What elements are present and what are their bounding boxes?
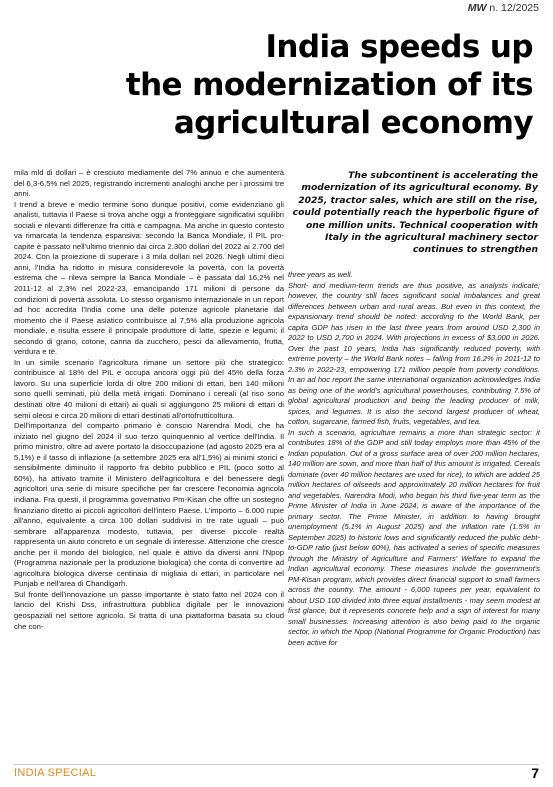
page-number: 7 <box>531 765 539 781</box>
english-paragraph: In such a scenario, agriculture remains a more than strategic sector: it contributes 18% of the GDP and still today employs more than 45% of the Indian population. Out of a gross surface area of over 200 million hectares, 140 million are sown, and more than half of this amount is irrigated. Cereals dominate (over 40 million hectares are used for rice), to which are added 25 million hectares of oilseeds and approximately 20 million hectares for fruit and vegetables. Narendra Modi, who began his third five-year term as the Prime Minister of India in June 2024, is aware of the importance of the primary sector. The Prime Minister, in addition to having brought unemployment (5.1% in August 2025) and the inflation rate (1.5% in September 2025) to historic lows and significantly reduced the public debt-to-GDP ratio (just below 60%), has activated a series of specific measures through the Ministry of Agriculture and Farmers' Welfare to expand the Indian agricultural economy. These measures include the government's PM-Kisan program, which provides direct financial support to small farmers across the country. The amount - 6,000 rupees per year, equivalent to about USD 100 divided into three equal installments - may seem modest at first glance, but it represents concrete help and a sign of interest for many small businesses. Increasing attention is also being paid to the organic sector, in which the Npop (National Programme for Organic Production) has been active for <box>288 427 540 647</box>
italian-paragraph: In un simile scenario l'agricoltura rimane un settore più che strategico: contribuisce al 18% del PIL e occupa ancora oggi più del 45% della forza lavoro. Su una superficie lorda di oltre 200 milioni di ettari, ben 140 milioni sono quelli seminati, più della metà irrigati. Dominano i cereali (al riso sono destinati oltre 40 milioni di ettari) ai quali si aggiungono 25 milioni di ettari di semi oleosi e circa 20 milioni di ettari destinati all'ortofrutticoltura. <box>14 357 284 420</box>
footer-divider <box>14 764 539 765</box>
italian-paragraph: Sul fronte dell'innovazione un passo importante è stato fatto nel 2024 con il lancio del Krishi Dss, infrastruttura pubblica digitale per le innovazioni geospaziali nel settore agricolo. Si tratta di una piattaforma basata su cloud che con- <box>14 589 284 631</box>
article-headline <box>33 28 533 142</box>
issue-label <box>468 2 539 14</box>
magazine-name: MW <box>467 2 487 14</box>
english-paragraph: Short- and medium-term trends are thus positive, as analysts indicate; however, the country still faces significant social imbalances and great differences between urban and rural areas. But even in this context, the expansionary trend should be noted: according to the World Bank, per capita GDP has risen in the last three years from around USD 2,300 in 2022 to USD 2,700 in 2024. With projections in excess of $3,000 in 2026. Over the past 10 years, India has significantly reduced poverty, with extreme poverty – the World Bank notes – falling from 16.2% in 2011-12 to 2.3% in 2022-23, empowering 171 million people from poverty conditions. In an ad hoc report the same international organization acknowledges India as being one of the world's agricultural powerhouses, contributing 7.5% of global agricultural production and being the leading producer of milk, spices, and legumes. It is also the second largest producer of wheat, cotton, sugarcane, farmed fish, fruits, vegetables, and tea. <box>288 280 540 426</box>
english-paragraph: three years as well. <box>288 270 353 279</box>
headline-line-1: India speeds up <box>265 29 533 65</box>
italian-paragraph: mila mld di dollari – è cresciuto mediamente del 7% annuo e che aumenterà del 6,3-6,5% nel 2025, registrando incrementi analoghi anche per i prossimi tre anni. <box>14 168 284 199</box>
italian-text-column <box>14 168 284 760</box>
article-lead: The subcontinent is accelerating the modernization of its agricultural economy. By 2025, tractor sales, which are still on the rise, could potentially reach the hyperbolic figure of one million units. Technical cooperation with Italy in the agricultural machinery sector continues to strengthen <box>292 170 538 256</box>
issue-number: n. 12/2025 <box>489 2 539 14</box>
english-text-column <box>288 270 540 760</box>
section-label: INDIA SPECIAL <box>14 767 97 779</box>
headline-line-2: the modernization of its <box>125 67 533 103</box>
italian-paragraph: I trend a breve e medio termine sono dunque positivi, come evidenziano gli analisti, tuttavia il Paese si trova anche oggi a fronteggiare significativi squilibri sociali e rilevanti differenze fra città e campagna. Ma anche in questo contesto va rimarcata la tendenza espansiva: secondo la Banca Mondiale, il PIL pro-capite è passato nell'ultimo triennio dai circa 2.300 dollari del 2022 ai 2.700 del 2024. Con la proiezione di superare i 3 mila dollari nel 2026. Negli ultimi dieci anni, l'India ha ridotto in misura considerevole la povertà, con la povertà estrema che – rileva sempre la Banca Mondiale – è passata dal 16,2% nel 2011-12 al 2,3% nel 2022-23, emancipando 171 milioni di persone da condizioni di povertà assoluta. Lo stesso organismo internazionale in un report ad hoc accredita l'India come una delle potenze agricole planetarie dal momento che il Paese asiatico contribuisce al 7,5% alla produzione agricola mondiale, e risulta essere il principale produttore di latte, spezie e legumi; il secondo di grano, cotone, canna da zucchero, pesci da allevamento, frutta, verdura e tè. <box>14 199 284 357</box>
italian-paragraph: Dell'importanza del comparto primario è conscio Narendra Modi, che ha iniziato nel giugno del 2024 il suo terzo quinquennio al vertice dell'India. Il primo ministro, oltre ad avere portato la disoccupazione (ad agosto 2025 era al 5,1%) e il tasso di inflazione (a settembre 2025 era all'1,5%) ai minimi storici e sensibilmente diminuito il rapporto fra debito pubblico e PIL (poco sotto al 60%), ha attivato tramite il Ministero dell'agricoltura e del benessere degli agricoltori una serie di misure specifiche per far crescere l'economia agricola indiana. Fra questi, il programma governativo Pm-Kisan che offre un sostegno finanziario diretto ai piccoli agricoltori dell'intero Paese. L'importo – 6.000 rupie all'anno, equivalente a circa 100 dollari suddivisi in tre rate uguali – può sembrare all'apparenza modesto, tuttavia, per diverse piccole realtà rappresenta un aiuto concreto e un segnale di interesse. Attenzione che cresce anche per il mondo del biologico, nel quale è attivo da diversi anni l'Npop (Programma nazionale per la produzione biologica) che conta di convertire ad agricoltura biologica diverse centinaia di migliaia di ettari, in particolare nel Punjab e nell'area di Chandigarh. <box>14 421 284 589</box>
headline-line-3: agricultural economy <box>173 105 533 141</box>
